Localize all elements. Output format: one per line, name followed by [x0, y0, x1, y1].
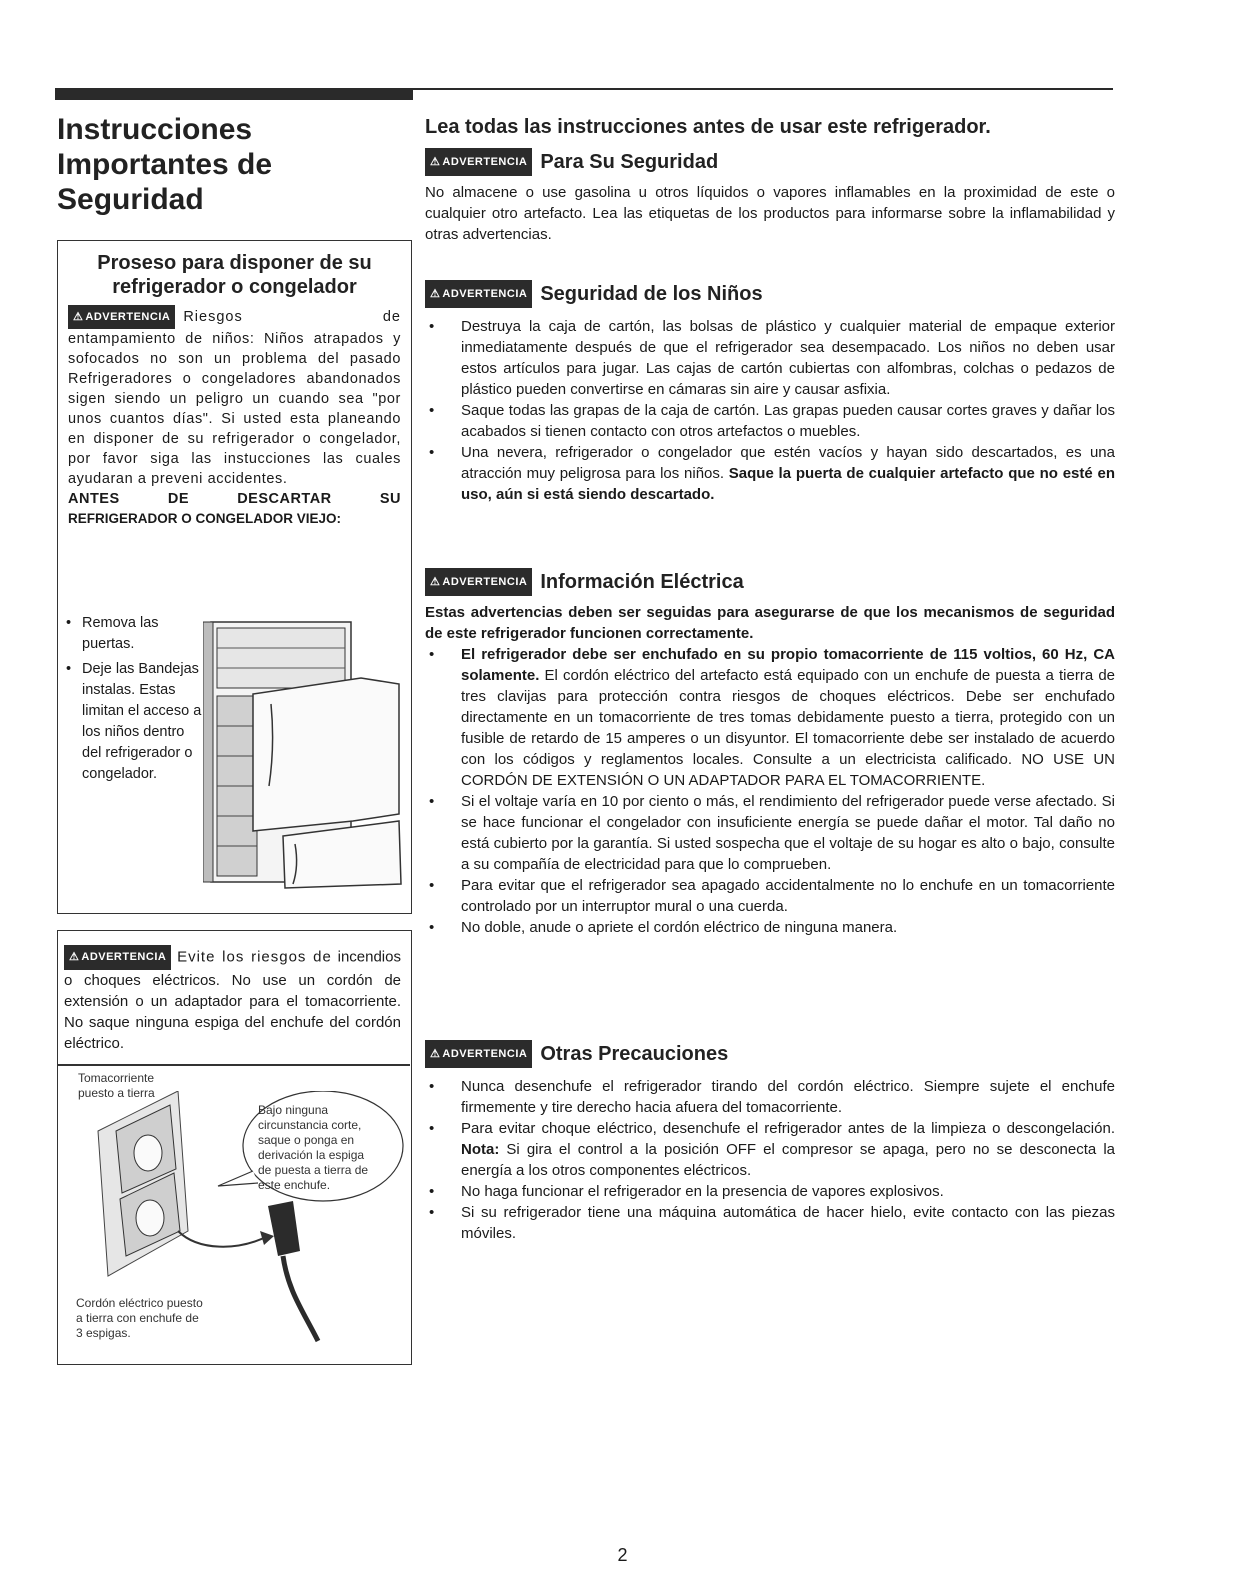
other-item-note: Nota:: [461, 1141, 500, 1158]
cord-label-line: a tierra con enchufe de: [76, 1311, 199, 1325]
title-line-1: Instrucciones: [57, 113, 253, 146]
warning-badge: [64, 945, 171, 970]
electric-body: incendios o choques eléctricos. No use un cordón de extensión o un adaptador para el tomacorriente. No saque ninguna espiga del enchufe del cordón eléctrico.: [64, 948, 401, 1052]
warning-badge-label: ADVERTENCIA: [81, 951, 167, 963]
children-item: • Destruya la caja de cartón, las bolsas de plástico y cualquier material de empaque exterior inmediatamente después de que el refrigerador sea desempacado. Los niños no deben usar estos artículos para jugar. Las cajas de cartón cubiertas con alfombras, colchas o pedazos de plástico pueden convertirse en cámaras sin aire y causar asfixia.: [425, 316, 1115, 400]
electrical-heading: [425, 568, 1115, 596]
warning-badge-label: ADVERTENCIA: [442, 576, 528, 588]
electrical-item: [425, 644, 1115, 791]
callout-line: derivación la espiga: [258, 1148, 365, 1162]
disposal-list-wrap: [58, 613, 203, 785]
warning-badge: [425, 280, 532, 308]
main-heading-text: Lea todas las instrucciones antes de usar este refrigerador.: [425, 116, 991, 138]
callout-line: este enchufe.: [258, 1178, 331, 1192]
warning-triangle-icon: ⚠: [430, 1048, 441, 1060]
other-list: [425, 1076, 1115, 1244]
warning-badge: [425, 568, 532, 596]
warning-badge-label: ADVERTENCIA: [442, 288, 528, 300]
other-heading-text: Otras Precauciones: [540, 1043, 729, 1065]
disposal-before-line1: ANTES DE DESCARTAR SU: [68, 491, 401, 507]
warning-triangle-icon: ⚠: [69, 951, 80, 963]
callout-line: de puesta a tierra de: [258, 1163, 369, 1177]
main-heading: [425, 115, 1115, 139]
cord-label-line: 3 espigas.: [76, 1326, 131, 1340]
warning-triangle-icon: ⚠: [430, 156, 441, 168]
disposal-lead: Riesgos de: [183, 309, 401, 325]
disposal-item: • Deje las Bandejas instalas. Estas limitan el acceso a los niños dentro del refrigerador o congelador.: [58, 659, 203, 785]
children-item: [425, 442, 1115, 505]
safety-section: [425, 148, 1115, 245]
electrical-item-bold: El refrigerador debe ser enchufado en su propio tomacorriente de 115 voltios, 60 Hz, CA solamente.: [461, 646, 1115, 684]
children-item: • Saque todas las grapas de la caja de cartón. Las grapas pueden causar cortes graves y dañar los acabados si tienen contacto con otros artefactos o muebles.: [425, 400, 1115, 442]
outlet-label-line1: Tomacorriente: [78, 1071, 155, 1085]
other-item-text: Para evitar choque eléctrico, desenchufe el refrigerador antes de la limpieza o descongelación.: [461, 1120, 1115, 1137]
electrical-section: [425, 568, 1115, 938]
other-heading: [425, 1040, 1115, 1068]
safety-heading: [425, 148, 1115, 176]
page-number: 2: [617, 1545, 628, 1565]
children-item-text: Una nevera, refrigerador o congelador que estén vacíos y hayan sido descartados, es una atracción muy peligrosa para los niños.: [461, 444, 1115, 482]
header-rule-thick: [55, 88, 413, 100]
title-line-3: Seguridad: [57, 183, 204, 216]
other-item: • Si su refrigerador tiene una máquina automática de hacer hielo, evite contacto con las piezas móviles.: [425, 1202, 1115, 1244]
disposal-list: [58, 613, 203, 785]
warning-badge: [68, 305, 175, 329]
warning-badge: [425, 1040, 532, 1068]
electrical-item: • Para evitar que el refrigerador sea apagado accidentalmente no lo enchufe en un tomacorriente controlado por un interruptor mural o una cuerda.: [425, 875, 1115, 917]
refrigerator-illustration: [203, 616, 408, 896]
electrical-intro: Estas advertencias deben ser seguidas para asegurarse de que los mecanismos de seguridad de este refrigerador funcionen correctamente.: [425, 604, 1115, 642]
disposal-box: [57, 240, 412, 914]
electrical-item: • Si el voltaje varía en 10 por ciento o más, el rendimiento del refrigerador puede verse afectado. Si se hace funcionar el congelador con insuficiente energía se puede dañar el motor. Tal daño no está cubierto por la garantía. Si usted sospecha que el voltaje de su hogar es alto o bajo, consulte a su compañía de electricidad para que lo comprueben.: [425, 791, 1115, 875]
plug-callout: [258, 1103, 388, 1193]
other-item-text: Si gira el control a la posición OFF el compresor se apaga, pero no se desconecta la energía a los otros componentes eléctricos.: [461, 1141, 1116, 1179]
other-item: • Nunca desenchufe el refrigerador tirando del cordón eléctrico. Siempre sujete el enchufe firmemente y tire derecho hacia afuera del tomacorriente.: [425, 1076, 1115, 1118]
title-line-2: Importantes de: [57, 148, 273, 181]
callout-line: circunstancia corte,: [258, 1118, 362, 1132]
children-heading-text: Seguridad de los Niños: [540, 283, 763, 305]
safety-heading-text: Para Su Seguridad: [540, 151, 719, 173]
cord-label: [76, 1296, 203, 1341]
disposal-body: entampamiento de niños: Niños atrapados y sofocados no son un problema del pasado Refrigeradores o congeladores abandonados sigen siendo un peligro un cuando sea "por unos cuantos días". Si usted esta planeando en disponer de su refrigerador o congelador, por favor siga las instucciones las cuales ayudaran a preveni accidentes.: [68, 331, 401, 487]
disposal-heading: [66, 251, 403, 299]
box-divider: [58, 1064, 410, 1066]
safety-body: No almacene o use gasolina u otros líquidos o vapores inflamables en la proximidad de este o cualquier otro artefacto. Lea las etiquetas de los productos para informarse sobre la inflamabilidad y otras advertencias.: [425, 184, 1115, 243]
warning-badge-label: ADVERTENCIA: [442, 156, 528, 168]
warning-badge: [425, 148, 532, 176]
warning-triangle-icon: ⚠: [430, 288, 441, 300]
electrical-heading-text: Información Eléctrica: [540, 571, 744, 593]
electric-lead: Evite los riesgos de: [177, 948, 332, 966]
outlet-label-line2: puesto a tierra: [78, 1086, 155, 1100]
electrical-list: [425, 644, 1115, 938]
warning-badge-label: ADVERTENCIA: [85, 311, 171, 323]
other-item: • No haga funcionar el refrigerador en la presencia de vapores explosivos.: [425, 1181, 1115, 1202]
page-title: [57, 112, 397, 217]
disposal-before-line2: REFRIGERADOR O CONGELADOR VIEJO:: [68, 511, 342, 526]
header-rule-thin: [413, 88, 1113, 90]
children-item-bold: Saque la puerta de cualquier artefacto que no esté en uso, aún si está siendo descartado.: [461, 465, 1115, 503]
children-list: [425, 316, 1115, 505]
cord-label-line: Cordón eléctrico puesto: [76, 1296, 203, 1310]
callout-line: saque o ponga en: [258, 1133, 355, 1147]
electrical-item-text: El cordón eléctrico del artefacto está equipado con un enchufe de puesta a tierra de tres clavijas para protección contra riesgos de choques eléctricos. Debe ser enchufado directamente en un tomacorriente de tres tomas debidamente puesto a tierra, protegido con un fusible de retardo de 15 amperes o un disyuntor. El tomacorriente debe ser instalado de acuerdo con los códigos y reglamentos locales. Consulte a un electricista calificado. NO USE UN CORDÓN DE EXTENSIÓN O UN ADAPTADOR PARA EL TOMACORRIENTE.: [461, 667, 1115, 789]
disposal-item: • Remova las puertas.: [58, 613, 203, 655]
warning-triangle-icon: ⚠: [73, 311, 84, 323]
callout-line: Bajo ninguna: [258, 1103, 329, 1117]
warning-badge-label: ADVERTENCIA: [442, 1048, 528, 1060]
children-heading: [425, 280, 1115, 308]
disposal-heading-line2: refrigerador o congelador: [112, 276, 357, 298]
electric-warning-box: [57, 930, 412, 1365]
children-section: [425, 280, 1115, 505]
other-section: [425, 1040, 1115, 1244]
other-item: [425, 1118, 1115, 1181]
electrical-item: • No doble, anude o apriete el cordón eléctrico de ninguna manera.: [425, 917, 1115, 938]
disposal-heading-line1: Proseso para disponer de su: [97, 252, 372, 274]
warning-triangle-icon: ⚠: [430, 576, 441, 588]
